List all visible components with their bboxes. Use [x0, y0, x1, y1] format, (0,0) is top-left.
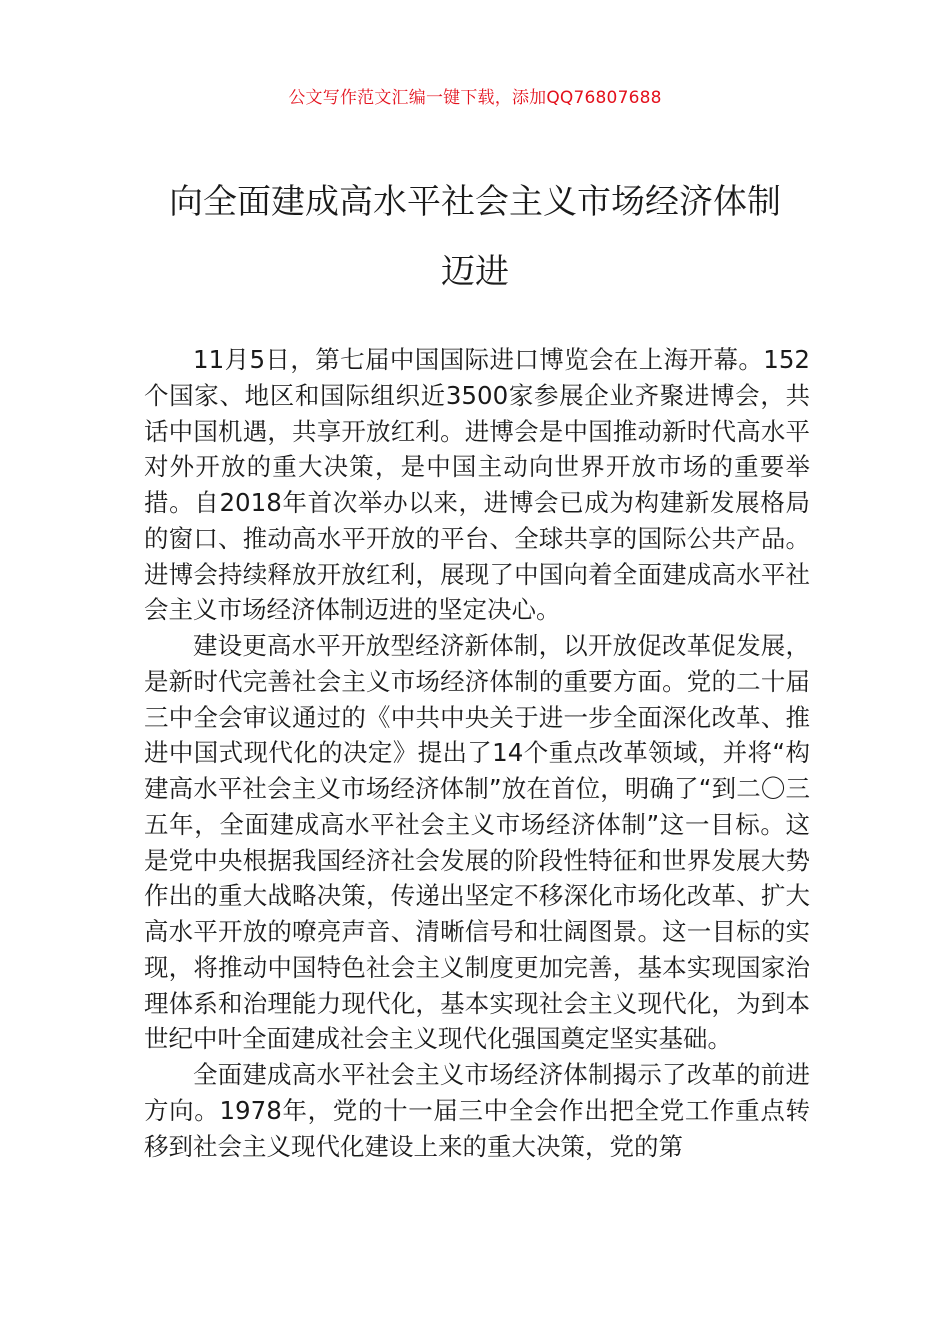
paragraph: 11月5日，第七届中国国际进口博览会在上海开幕。152个国家、地区和国际组织近3500家参展企业齐聚进博会，共话中国机遇，共享开放红利。进博会是中国推动新时代高水平对外开放的重大决策，是中国主动向世界开放市场的重要举措。自2018年首次举办以来，进博会已成为构建新发展格局的窗口、推动高水平开放的平台、全球共享的国际公共产品。进博会持续释放开放红利，展现了中国向着全面建成高水平社会主义市场经济体制迈进的坚定决心。 — [144, 345, 810, 625]
paragraph: 建设更高水平开放型经济新体制，以开放促改革促发展，是新时代完善社会主义市场经济体制的重要方面。党的二十届三中全会审议通过的《中共中央关于进一步全面深化改革、推进中国式现代化的决定》提出了14个重点改革领域，并将“构建高水平社会主义市场经济体制”放在首位，明确了“到二〇三五年，全面建成高水平社会主义市场经济体制”这一目标。这是党中央根据我国经济社会发展的阶段性特征和世界发展大势作出的重大战略决策，传递出坚定不移深化市场化改革、扩大高水平开放的嘹亮声音、清晰信号和壮阔图景。这一目标的实现，将推动中国特色社会主义制度更加完善，基本实现国家治理体系和治理能力现代化，基本实现社会主义现代化，为到本世纪中叶全面建成社会主义现代化强国奠定坚实基础。 — [144, 631, 810, 1054]
paragraph: 全面建成高水平社会主义市场经济体制揭示了改革的前进方向。1978年，党的十一届三中全会作出把全党工作重点转移到社会主义现代化建设上来的重大决策，党的第 — [144, 1060, 810, 1161]
document-title-line-2: 迈进 — [441, 252, 509, 292]
document-title-line-1: 向全面建成高水平社会主义市场经济体制 — [169, 182, 781, 222]
document-body — [144, 342, 810, 1164]
download-banner: 公文写作范文汇编一键下载，添加QQ76807688 — [288, 88, 662, 108]
